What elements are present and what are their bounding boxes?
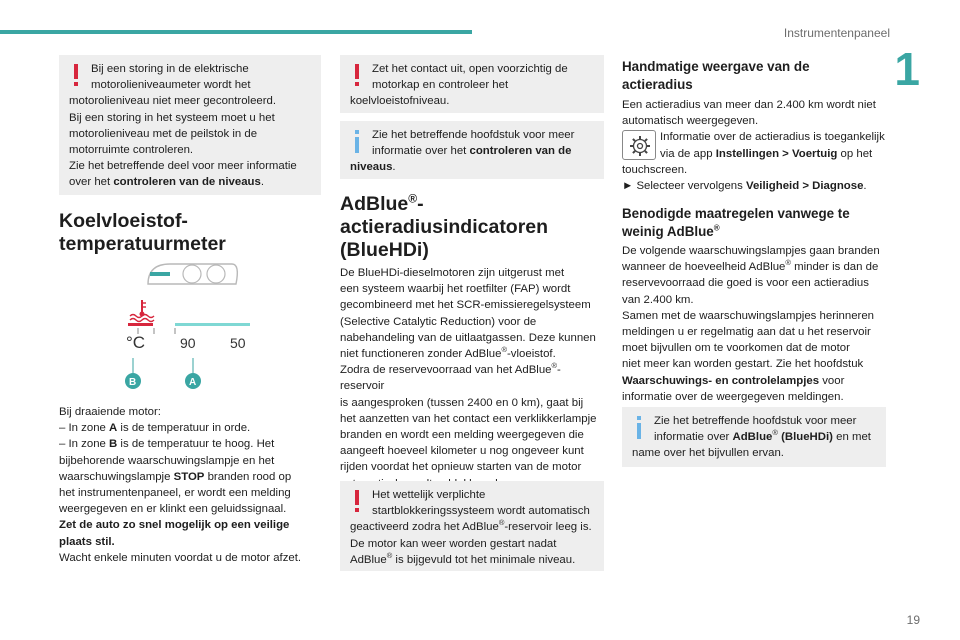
body-text: moet bijvullen om te voorkomen dat de motor [622,342,850,355]
registered-mark: ® [498,518,505,528]
warning-note-start-block [340,481,604,571]
registered-mark: ® [501,345,508,355]
heading-manual-range [622,58,886,94]
body-text: is de temperatuur te hoog. Het [117,438,275,451]
heading-line: Koelvloeistof- [59,210,188,232]
heading-text: weinig AdBlue [622,224,714,239]
body-text: . [863,180,867,193]
body-text: nabehandeling van de uitlaatgassen. Deze kunnen [340,331,596,344]
body-text: van 2.400 km. [622,293,694,306]
note-text: Bij een storing in het systeem moet u het [69,111,275,124]
body-text: bijbehorende waarschuwingslampje en het [59,454,275,467]
note-text: motorruimte controleren. [69,144,194,157]
heading-text: - [417,193,424,215]
body-text: (Selective Catalytic Reduction) voor de [340,315,537,328]
chapter-number: 1 [894,43,920,95]
heading-line: Benodigde maatregelen vanwege te [622,206,850,221]
body-text: Een actieradius van meer dan 2.400 km wordt niet [622,99,876,111]
body-text-bold: Instellingen > Voertuig [715,147,838,160]
body-text-bold: STOP [173,470,205,483]
body-text-bold: Zet de auto zo snel mogelijk op een veilige [59,519,290,532]
registered-mark: ® [772,428,778,438]
gauge-tick-label-90: 90 [180,335,196,351]
body-text: touchscreen. [622,163,688,176]
heading-line: actieradius [622,77,693,92]
body-text: De BlueHDi-dieselmotoren zijn uitgerust met [340,267,565,279]
note-link-text: (BlueHDi) [777,431,833,444]
heading-coolant-gauge [59,210,321,256]
body-text: reservevoorraad die goed is voor een actieradius [622,277,869,290]
adblue-body-text [340,265,604,492]
zone-b-bar [128,323,153,326]
registered-mark: ® [551,361,558,371]
body-text: Bij draaiende motor: [59,406,161,418]
registered-mark: ® [713,223,720,233]
note-link-text: niveaus [350,161,393,174]
body-text: meldingen u er regelmatig aan dat u het reservoir [622,326,871,339]
body-text: Samen met de waarschuwingslampjes herinneren [622,309,874,322]
registered-mark: ® [408,191,418,206]
body-text: -reservoir [340,364,561,393]
body-text: – In zone [59,438,110,451]
body-text: ► Selecteer vervolgens [622,180,746,193]
body-text: De volgende waarschuwingslampjes gaan branden [622,245,880,257]
warning-note-coolant-level [340,55,604,113]
note-text: motorolieniveaumeter wordt het [91,79,251,92]
note-link-text: controleren van de niveaus [113,176,261,189]
body-text: via de app [660,147,716,160]
body-text: is aangesproken (tussen 2400 en 0 km), gaat bij [340,396,584,409]
note-text: Zie het betreffende hoofdstuk voor meer [372,129,575,141]
body-text-bold: Veiligheid > Diagnose [745,180,864,193]
info-icon [350,130,364,154]
body-text: automatisch weergegeven. [622,115,759,128]
body-text: Zodra de reservevoorraad van het AdBlue [340,364,552,377]
note-text: Het wettelijk verplichte [372,489,486,501]
body-text: branden en wordt een melding weergegeven die [340,429,584,442]
zone-a-label: A [189,377,197,388]
note-text: over het [69,176,114,189]
coolant-gauge-illustration [120,258,260,392]
gauge-unit-label: °C [126,333,146,352]
warning-icon [350,490,364,514]
body-text: het aanzetten van het contact een verklikkerlampje [340,412,597,425]
note-text: . [392,161,396,174]
note-text: AdBlue [350,553,387,566]
heading-line: temperatuurmeter [59,233,226,255]
heading-line: actieradiusindicatoren [340,216,549,238]
note-text: koelvloeistofniveau. [350,95,450,108]
body-text: niet functioneren zonder AdBlue [340,348,502,361]
body-text: niet meer kan worden gestart. Zie het hoofdstuk [622,358,864,371]
cluster-highlight [150,272,170,276]
zone-b-label: B [129,377,137,388]
body-text-bold: Waarschuwings- en controlelampjes [622,374,820,387]
settings-gear-icon [622,130,656,160]
registered-mark: ® [386,551,393,561]
body-text: wanneer de hoeveelheid AdBlue [622,261,786,274]
heading-adblue-range [340,193,604,262]
heading-low-adblue [622,205,886,241]
note-text: motorolieniveau niet meer gecontroleerd. [69,95,277,108]
note-text: startblokkeringssysteem wordt automatisch [372,505,590,518]
body-text: branden rood op [204,470,292,483]
low-adblue-body [622,243,886,405]
note-text: Zie het betreffende hoofdstuk voor meer [654,415,857,427]
heading-line: Handmatige weergave van de [622,59,810,74]
info-note-check-levels [340,121,604,179]
note-text: geactiveerd zodra het AdBlue [350,521,499,534]
note-text: . [260,176,264,189]
header-accent-bar [0,30,472,34]
body-text: een systeem waarbij het roetfilter (FAP) wordt [340,283,571,296]
body-text-bold: B [109,438,118,451]
note-text: name over het bijvullen ervan. [632,447,784,460]
cluster-dial-left [183,265,201,283]
manual-range-body [622,97,886,194]
note-text: -reservoir leeg is. [504,521,592,534]
body-text: minder is dan de [790,261,879,274]
body-text: informatie over de weergegeven meldingen. [622,390,844,403]
body-text: rijden voordat het opnieuw starten van de motor [340,461,582,474]
body-text: op het [837,147,873,160]
zone-a-bar [175,323,250,326]
body-text-bold: A [109,422,118,435]
registered-mark: ® [785,258,791,268]
note-text: De motor kan weer worden gestart nadat [350,537,557,550]
note-text: Zie het betreffende deel voor meer informatie [69,160,297,173]
heading-text: AdBlue [340,193,409,215]
body-text: voor [819,374,845,387]
info-icon [632,416,646,440]
body-text: weergegeven en er klinkt een geluidssignaal. [59,503,287,516]
section-title: Instrumentenpaneel [783,26,890,40]
note-link-text: controleren van de [469,145,572,158]
body-text: – In zone [59,422,110,435]
body-text-bold: plaats stil. [59,535,115,548]
body-text: aangeeft hoeveel kilometer u nog ongeveer kunt [340,445,584,458]
coolant-body-text [59,404,321,566]
note-link-text: AdBlue [732,431,773,444]
warning-note-oil-level [59,55,321,195]
note-text: informatie over het [372,145,470,158]
coolant-temperature-icon [130,300,154,322]
info-note-adblue-chapter [622,407,886,467]
note-text: Zet het contact uit, open voorzichtig de [372,63,568,75]
body-text: gecombineerd met het SCR-emissieregelsysteem [340,299,591,312]
cluster-dial-right [207,265,225,283]
note-text: motorolieniveau met de peilstok in de [69,127,258,140]
body-text: Wacht enkele minuten voordat u de motor afzet. [59,551,302,564]
note-text: en met [832,431,871,444]
warning-icon [69,64,83,88]
note-text: Bij een storing in de elektrische [91,63,249,75]
gauge-tick-label-50: 50 [230,335,246,351]
page-number: 19 [906,613,920,627]
gauge-svg [120,258,260,392]
note-text: informatie over [654,431,733,444]
body-text: is de temperatuur in orde. [117,422,251,435]
body-text: -vloeistof. [507,348,556,361]
note-text: is bijgevuld tot het minimale niveau. [392,553,576,566]
body-text: waarschuwingslampje [59,470,174,483]
heading-line: (BlueHDi) [340,239,429,261]
note-text: motorkap en controleer het [372,79,509,92]
body-text: Informatie over de actieradius is toegankelijk [660,131,885,144]
body-text: het instrumentenpaneel, er wordt een melding [59,487,291,500]
warning-icon [350,64,364,88]
